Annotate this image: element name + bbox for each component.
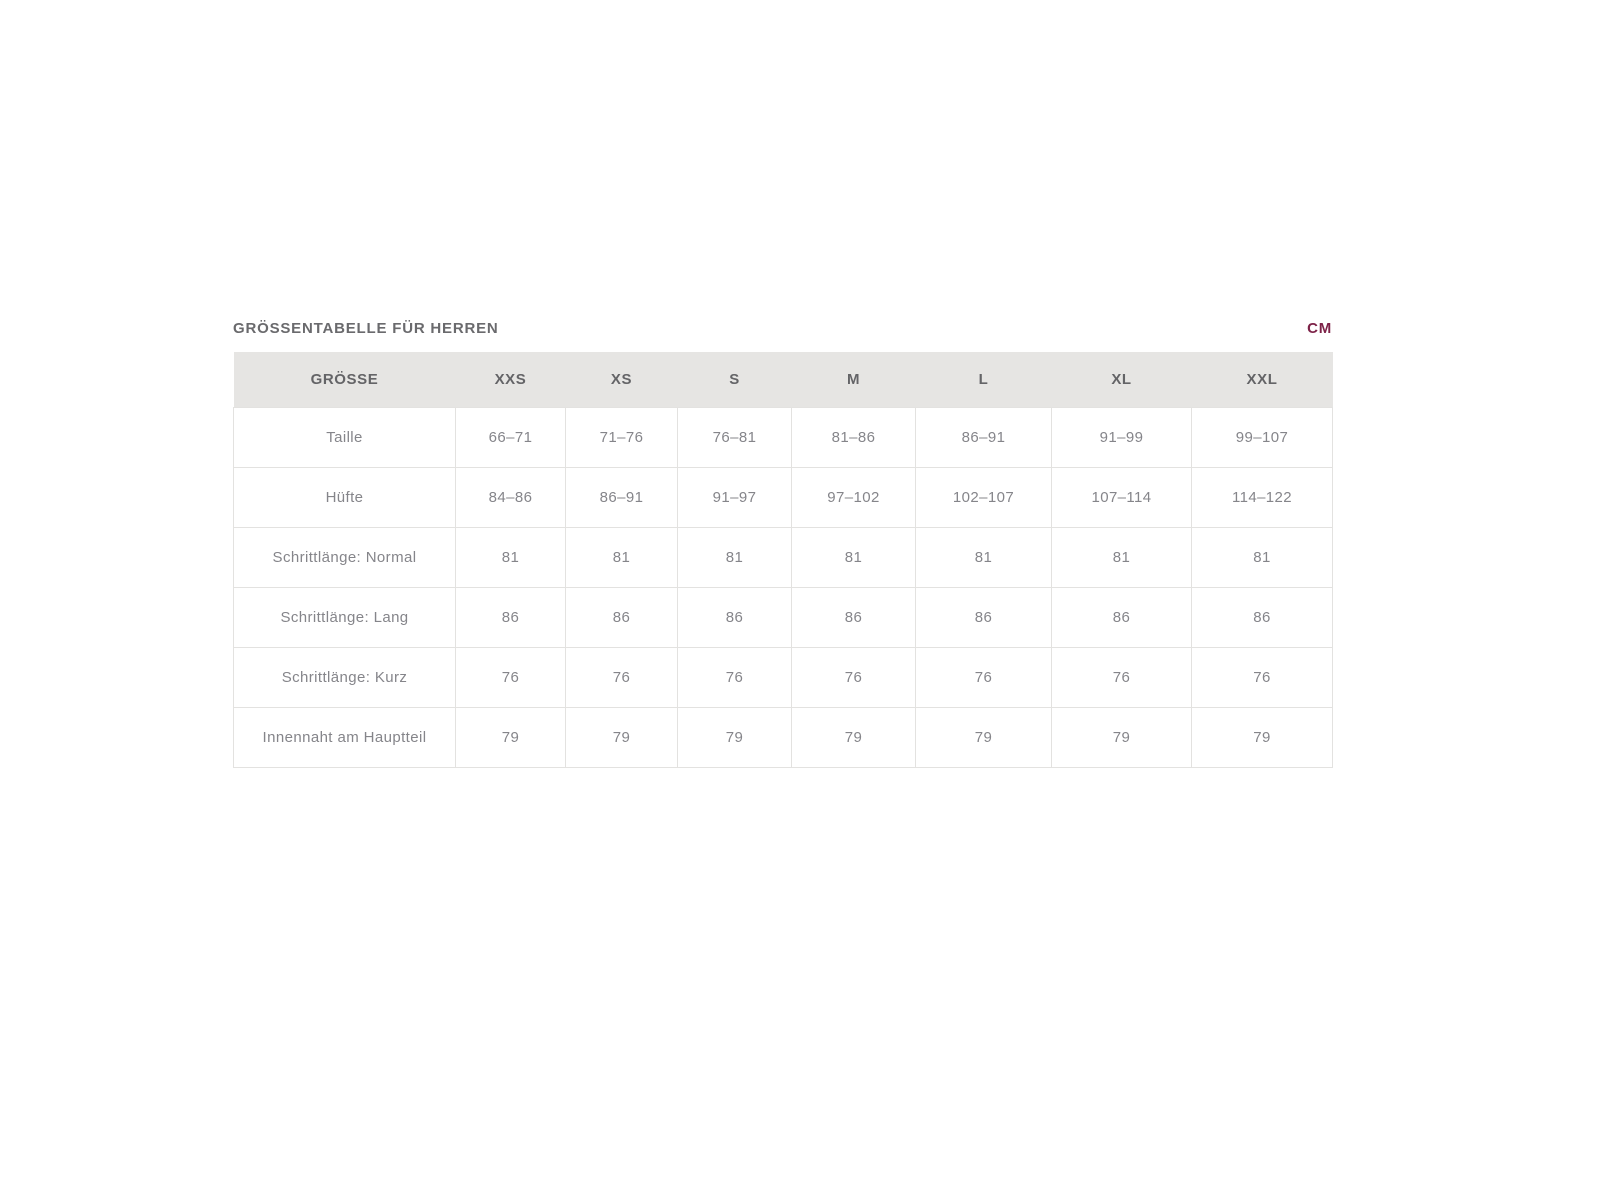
measurement-cell: 97–102 (792, 467, 916, 527)
row-label: Hüfte (234, 467, 456, 527)
table-row (234, 407, 1333, 467)
measurement-cell: 86 (456, 587, 566, 647)
measurement-cell: 86 (678, 587, 792, 647)
col-header-s: S (678, 352, 792, 407)
measurement-cell: 76 (916, 647, 1052, 707)
measurement-cell: 81 (916, 527, 1052, 587)
table-row (234, 527, 1333, 587)
measurement-cell: 81 (1192, 527, 1333, 587)
header-row (234, 352, 1333, 407)
measurement-cell: 86 (1192, 587, 1333, 647)
measurement-cell: 86–91 (916, 407, 1052, 467)
col-header-xxl: XXL (1192, 352, 1333, 407)
measurement-cell: 81 (456, 527, 566, 587)
row-label: Taille (234, 407, 456, 467)
measurement-cell: 79 (916, 707, 1052, 767)
measurement-cell: 102–107 (916, 467, 1052, 527)
col-header-m: M (792, 352, 916, 407)
measurement-cell: 114–122 (1192, 467, 1333, 527)
col-header-l: L (916, 352, 1052, 407)
measurement-cell: 71–76 (566, 407, 678, 467)
col-header-xxs: XXS (456, 352, 566, 407)
table-row (234, 587, 1333, 647)
measurement-cell: 79 (678, 707, 792, 767)
measurement-cell: 76 (1192, 647, 1333, 707)
row-label: Schrittlänge: Lang (234, 587, 456, 647)
measurement-cell: 76 (566, 647, 678, 707)
measurement-cell: 107–114 (1052, 467, 1192, 527)
col-header-xl: XL (1052, 352, 1192, 407)
measurement-cell: 76 (792, 647, 916, 707)
size-table-body (234, 407, 1333, 767)
measurement-cell: 91–97 (678, 467, 792, 527)
measurement-cell: 79 (456, 707, 566, 767)
measurement-cell: 79 (792, 707, 916, 767)
row-label: Schrittlänge: Normal (234, 527, 456, 587)
measurement-cell: 76 (1052, 647, 1192, 707)
measurement-cell: 81 (678, 527, 792, 587)
size-chart-title: GRÖSSENTABELLE FÜR HERREN (233, 320, 499, 337)
measurement-cell: 79 (1052, 707, 1192, 767)
size-chart (233, 320, 1332, 768)
measurement-cell: 86 (566, 587, 678, 647)
table-row (234, 707, 1333, 767)
measurement-cell: 99–107 (1192, 407, 1333, 467)
measurement-cell: 86 (916, 587, 1052, 647)
row-label: Innennaht am Hauptteil (234, 707, 456, 767)
measurement-cell: 79 (566, 707, 678, 767)
measurement-cell: 76–81 (678, 407, 792, 467)
measurement-cell: 81 (566, 527, 678, 587)
table-row (234, 467, 1333, 527)
measurement-cell: 81 (1052, 527, 1192, 587)
measurement-cell: 81–86 (792, 407, 916, 467)
measurement-cell: 66–71 (456, 407, 566, 467)
measurement-cell: 81 (792, 527, 916, 587)
col-header-size: GRÖSSE (234, 352, 456, 407)
unit-toggle-cm[interactable]: CM (1307, 320, 1332, 337)
measurement-cell: 79 (1192, 707, 1333, 767)
measurement-cell: 76 (678, 647, 792, 707)
measurement-cell: 91–99 (1052, 407, 1192, 467)
measurement-cell: 76 (456, 647, 566, 707)
size-chart-header (233, 320, 1332, 337)
table-row (234, 647, 1333, 707)
measurement-cell: 84–86 (456, 467, 566, 527)
row-label: Schrittlänge: Kurz (234, 647, 456, 707)
col-header-xs: XS (566, 352, 678, 407)
measurement-cell: 86 (1052, 587, 1192, 647)
measurement-cell: 86–91 (566, 467, 678, 527)
size-table (233, 352, 1333, 768)
measurement-cell: 86 (792, 587, 916, 647)
